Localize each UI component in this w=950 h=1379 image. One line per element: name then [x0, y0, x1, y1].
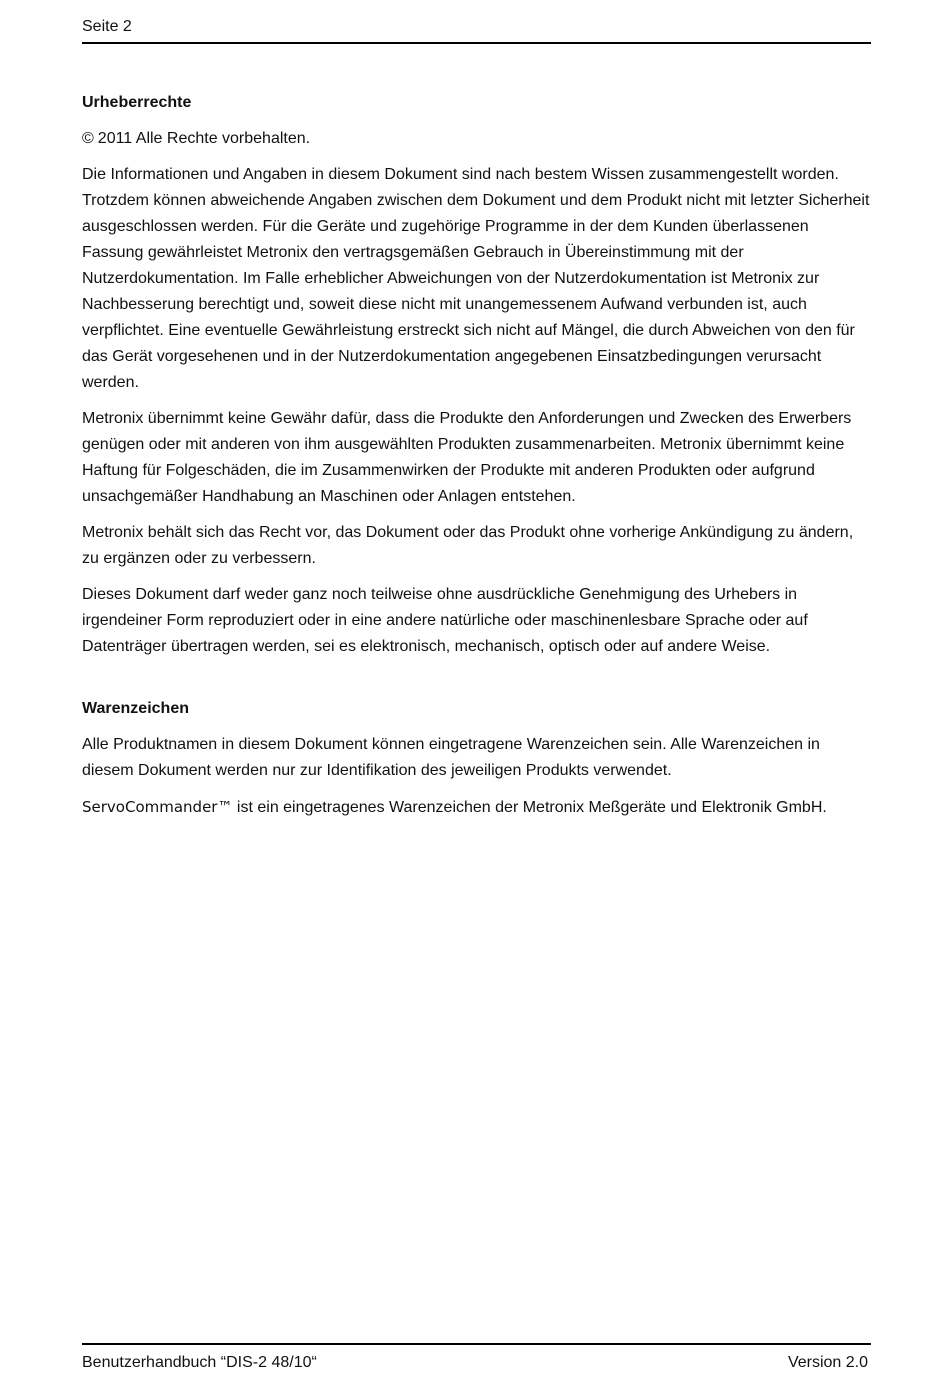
copyright-paragraph: Metronix behält sich das Recht vor, das Dokument oder das Produkt ohne vorherige Ankündigung zu ändern, zu ergänzen oder zu verbessern.	[82, 524, 854, 567]
trademark-notice	[82, 794, 871, 821]
copyright-paragraph: Metronix übernimmt keine Gewähr dafür, dass die Produkte den Anforderungen und Zwecken des Erwerbers genügen oder mit anderen von ihm ausgewählten Produkten zusammenarbeiten. Metronix übernimmt keine Haftung für Folgeschäden, die im Zusammenwirken der Produkte mit anderen Produkten oder aufgrund unsachgemäßer Handhabung an Maschinen oder Anlagen entstehen.	[82, 410, 852, 505]
copyright-heading: Urheberrechte	[82, 94, 192, 111]
trademarks-paragraph: Alle Produktnamen in diesem Dokument können eingetragene Warenzeichen sein. Alle Warenzeichen in diesem Dokument werden nur zur Identifikation des jeweiligen Produkts verwendet.	[82, 736, 820, 779]
copyright-section	[82, 90, 871, 660]
page-content	[82, 90, 871, 821]
brand-name: ServoCommander™	[82, 798, 233, 816]
copyright-paragraph: Die Informationen und Angaben in diesem Dokument sind nach bestem Wissen zusammengestellt worden. Trotzdem können abweichende Angaben zwischen dem Dokument und dem Produkt nicht mit letzter Sicherheit ausgeschlossen werden. Für die Geräte und zugehörige Programme in der dem Kunden überlassenen Fassung gewährleistet Metronix den vertragsgemäßen Gebrauch in Übereinstimmung mit der Nutzerdokumentation. Im Falle erheblicher Abweichungen von der Nutzerdokumentation ist Metronix zur Nachbesserung berechtigt und, soweit diese nicht mit unangemessenem Aufwand verbunden ist, auch verpflichtet. Eine eventuelle Gewährleistung erstreckt sich nicht auf Mängel, die durch Abweichen von den für das Gerät vorgesehenen und in der Nutzerdokumentation angegebenen Einsatzbedingungen verursacht werden.	[82, 166, 870, 391]
copyright-year-line: 2011 Alle Rechte vorbehalten.	[97, 130, 311, 147]
copyright-notice	[82, 126, 871, 152]
trademarks-heading: Warenzeichen	[82, 700, 189, 717]
trademark-notice-text: ist ein eingetragenes Warenzeichen der Metronix Meßgeräte und Elektronik GmbH.	[232, 799, 827, 816]
copyright-symbol-icon: ©	[82, 130, 94, 147]
section-spacer	[82, 660, 871, 696]
page-number: Seite 2	[82, 18, 132, 35]
page-header	[82, 16, 871, 44]
footer-version: Version 2.0	[787, 1354, 868, 1371]
trademarks-section	[82, 696, 871, 821]
footer-document-title: Benutzerhandbuch “DIS-2 48/10“	[82, 1354, 317, 1371]
page-footer	[82, 1343, 871, 1375]
copyright-paragraph: Dieses Dokument darf weder ganz noch teilweise ohne ausdrückliche Genehmigung des Urhebers in irgendeiner Form reproduziert oder in eine andere natürliche oder maschinenlesbare Sprache oder auf Datenträger übertragen werden, sei es elektronisch, mechanisch, optisch oder auf andere Weise.	[82, 586, 808, 655]
